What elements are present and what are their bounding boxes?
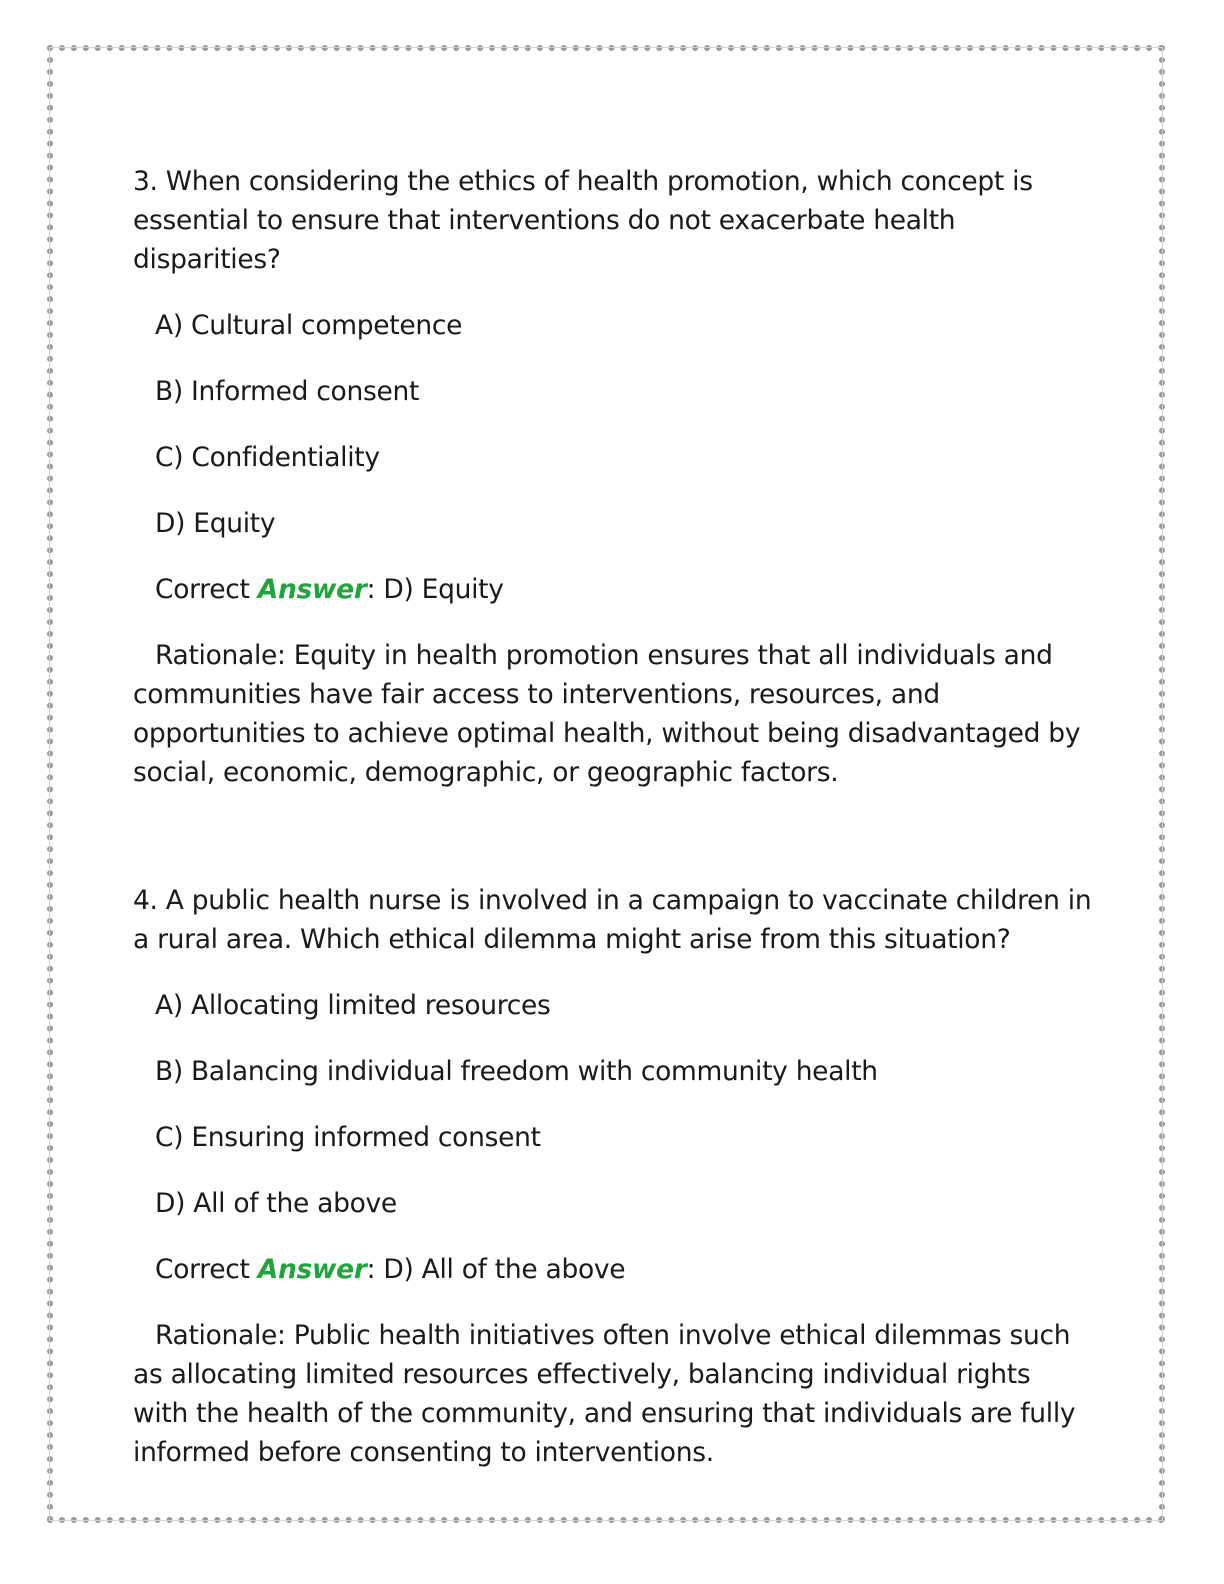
answer-prefix: Correct (155, 574, 258, 605)
spacer (133, 792, 1093, 881)
question-block (133, 881, 1093, 1472)
option-d: D) All of the above (155, 1188, 397, 1219)
correct-answer (133, 1250, 1093, 1289)
question-stem: 4. A public health nurse is involved in a campaign to vaccinate children in a rural area. Which ethical dilemma might arise from this situation? (133, 885, 1092, 955)
option-b: B) Informed consent (155, 376, 420, 407)
answer-keyword: Answer (257, 574, 367, 605)
option-a: A) Cultural competence (155, 310, 463, 341)
answer-value: : D) All of the above (366, 1254, 626, 1285)
question-block (133, 162, 1093, 792)
option-d: D) Equity (155, 508, 276, 539)
option-b: B) Balancing individual freedom with community health (155, 1056, 878, 1087)
answer-keyword: Answer (257, 1254, 367, 1285)
option-c: C) Ensuring informed consent (155, 1122, 541, 1153)
option-a: A) Allocating limited resources (155, 990, 551, 1021)
option-c: C) Confidentiality (155, 442, 380, 473)
rationale: Rationale: Public health initiatives often involve ethical dilemmas such as allocating limited resources effectively, balancing individual rights with the health of the community, and ensuring that individuals are fully informed before consenting to interventions. (133, 1320, 1076, 1468)
correct-answer (133, 570, 1093, 609)
rationale: Rationale: Equity in health promotion ensures that all individuals and communities have fair access to interventions, resources, and opportunities to achieve optimal health, without being disadvantaged by social, economic, demographic, or geographic factors. (133, 640, 1081, 788)
answer-value: : D) Equity (366, 574, 504, 605)
question-stem: 3. When considering the ethics of health promotion, which concept is essential to ensure that interventions do not exacerbate health disparities? (133, 166, 1033, 275)
answer-prefix: Correct (155, 1254, 258, 1285)
document-content (133, 162, 1093, 1472)
